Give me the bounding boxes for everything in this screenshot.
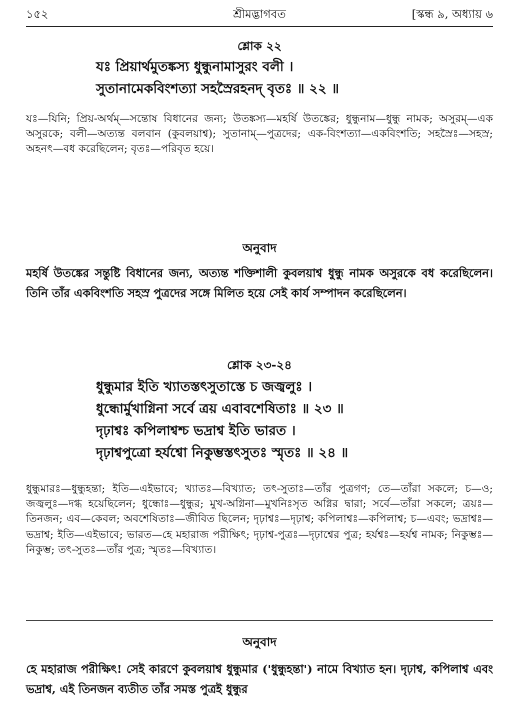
section-label: [স্কন্ধ ৯, অধ্যায় ৬ (411, 7, 493, 21)
verse-23-24-synonyms: ধুন্ধুমারঃ—ধুন্ধুহন্তা; ইতি—এইভাবে; খ্যাতঃ—বিখ্যাত; তৎ-সুতাঃ—তাঁর পুত্রগণ; তে—তাঁরা সকলে; চ—ও; জজ্বলুঃ—দগ্ধ হয়েছিলেন; ধুন্ধোঃ—ধুন্ধুর; মুখ-অগ্নিনা—মুখনিঃসৃত অগ্নির দ্বারা; সর্বে—তাঁরা সকলে; ত্রয়ঃ—তিনজন; এব—কেবল; অবশেষিতাঃ—জীবিত ছিলেন; দৃঢ়াশ্বঃ—দৃঢ়াশ্ব; কপিলাশ্বঃ—কপিলাশ্ব; চ—এবং; ভদ্রাশ্বঃ—ভদ্রাশ্ব; ইতি—এইভাবে; ভারত—হে মহারাজ পরীক্ষিৎ; দৃঢ়াশ্ব-পুত্রঃ—দৃঢ়াশ্বের পুত্র; হর্যশ্বঃ—হর্যশ্ব নামক; নিকুম্ভঃ—নিকুম্ভ; তৎ-সুতঃ—তাঁর পুত্র; স্মৃতঃ—বিখ্যাত। (26, 483, 493, 556)
running-header (26, 6, 493, 22)
verse-22-heading: শ্লোক ২২ (237, 39, 282, 53)
verse-23-24-translation-heading: অনুবাদ (242, 635, 277, 649)
verse-23-24-heading: শ্লোক ২৩-২৪ (227, 358, 292, 372)
verse-22-translation-heading: অনুবাদ (242, 241, 277, 255)
verse-line: যঃ প্রিয়ার্থমুতঙ্কস্য ধুন্ধুনামাসুরং বলী । (96, 59, 294, 75)
verse-line: ধুন্ধুমার ইতি খ্যাতস্তৎসুতাস্তে চ জজ্বলুঃ । (96, 379, 313, 395)
verse-line: ধুন্ধোর্মুখাগ্নিনা সর্বে ত্রয় এবাবশেষিতাঃ ॥ ২৩ ॥ (96, 401, 344, 417)
section-divider (26, 620, 493, 621)
header-rule (26, 26, 493, 27)
verse-23-24-text (26, 376, 493, 464)
verse-22-translation: মহর্ষি উতঙ্কের সন্তুষ্টি বিধানের জন্য, অত্যন্ত শক্তিশালী কুবলয়াশ্ব ধুন্ধু নামক অসুরকে বধ করেছিলেন। তিনি তাঁর একবিংশতি সহস্র পুত্রদের সঙ্গে মিলিত হয়ে সেই কার্য সম্পাদন করেছিলেন। (26, 266, 493, 300)
verse-23-24-translation: হে মহারাজ পরীক্ষিৎ! সেই কারণে কুবলয়াশ্ব ধুন্ধুমার ('ধুন্ধুহন্তা') নামে বিখ্যাত হন। দৃঢ়াশ্ব, কপিলাশ্ব এবং ভদ্রাশ্ব, এই তিনজন ব্যতীত তাঁর সমস্ত পুত্রই ধুন্ধুর (26, 662, 493, 696)
verse-line: দৃঢ়াশ্বঃ কপিলাশ্বশ্চ ভদ্রাশ্ব ইতি ভারত । (96, 423, 296, 439)
verse-line: দৃঢ়াশ্বপুত্রো হর্যশ্বো নিকুম্ভস্তৎসুতঃ স্মৃতঃ ॥ ২৪ ॥ (96, 445, 349, 461)
book-title: শ্রীমদ্ভাগবত (233, 7, 286, 21)
verse-22-text (26, 56, 493, 100)
page-number: ১৫২ (26, 7, 49, 21)
verse-22-synonyms: যঃ—যিনি; প্রিয়-অর্থম্—সন্তোষ বিধানের জন্য; উতঙ্কস্য—মহর্ষি উতঙ্কের; ধুন্ধুনাম—ধুন্ধু নামক; অসুরম্—এক অসুরকে; বলী—অত্যন্ত বলবান (কুবলয়াশ্ব); সুতানাম্—পুত্রদের; এক-বিংশত্যা—একবিংশতি; সহস্রৈঃ—সহস্র; অহনৎ—বধ করেছিলেন; বৃতঃ—পরিবৃত হয়ে। (26, 113, 493, 156)
verse-line: সুতানামেকবিংশত্যা সহস্রৈরহনদ্ বৃতঃ ॥ ২২ ॥ (96, 81, 339, 97)
